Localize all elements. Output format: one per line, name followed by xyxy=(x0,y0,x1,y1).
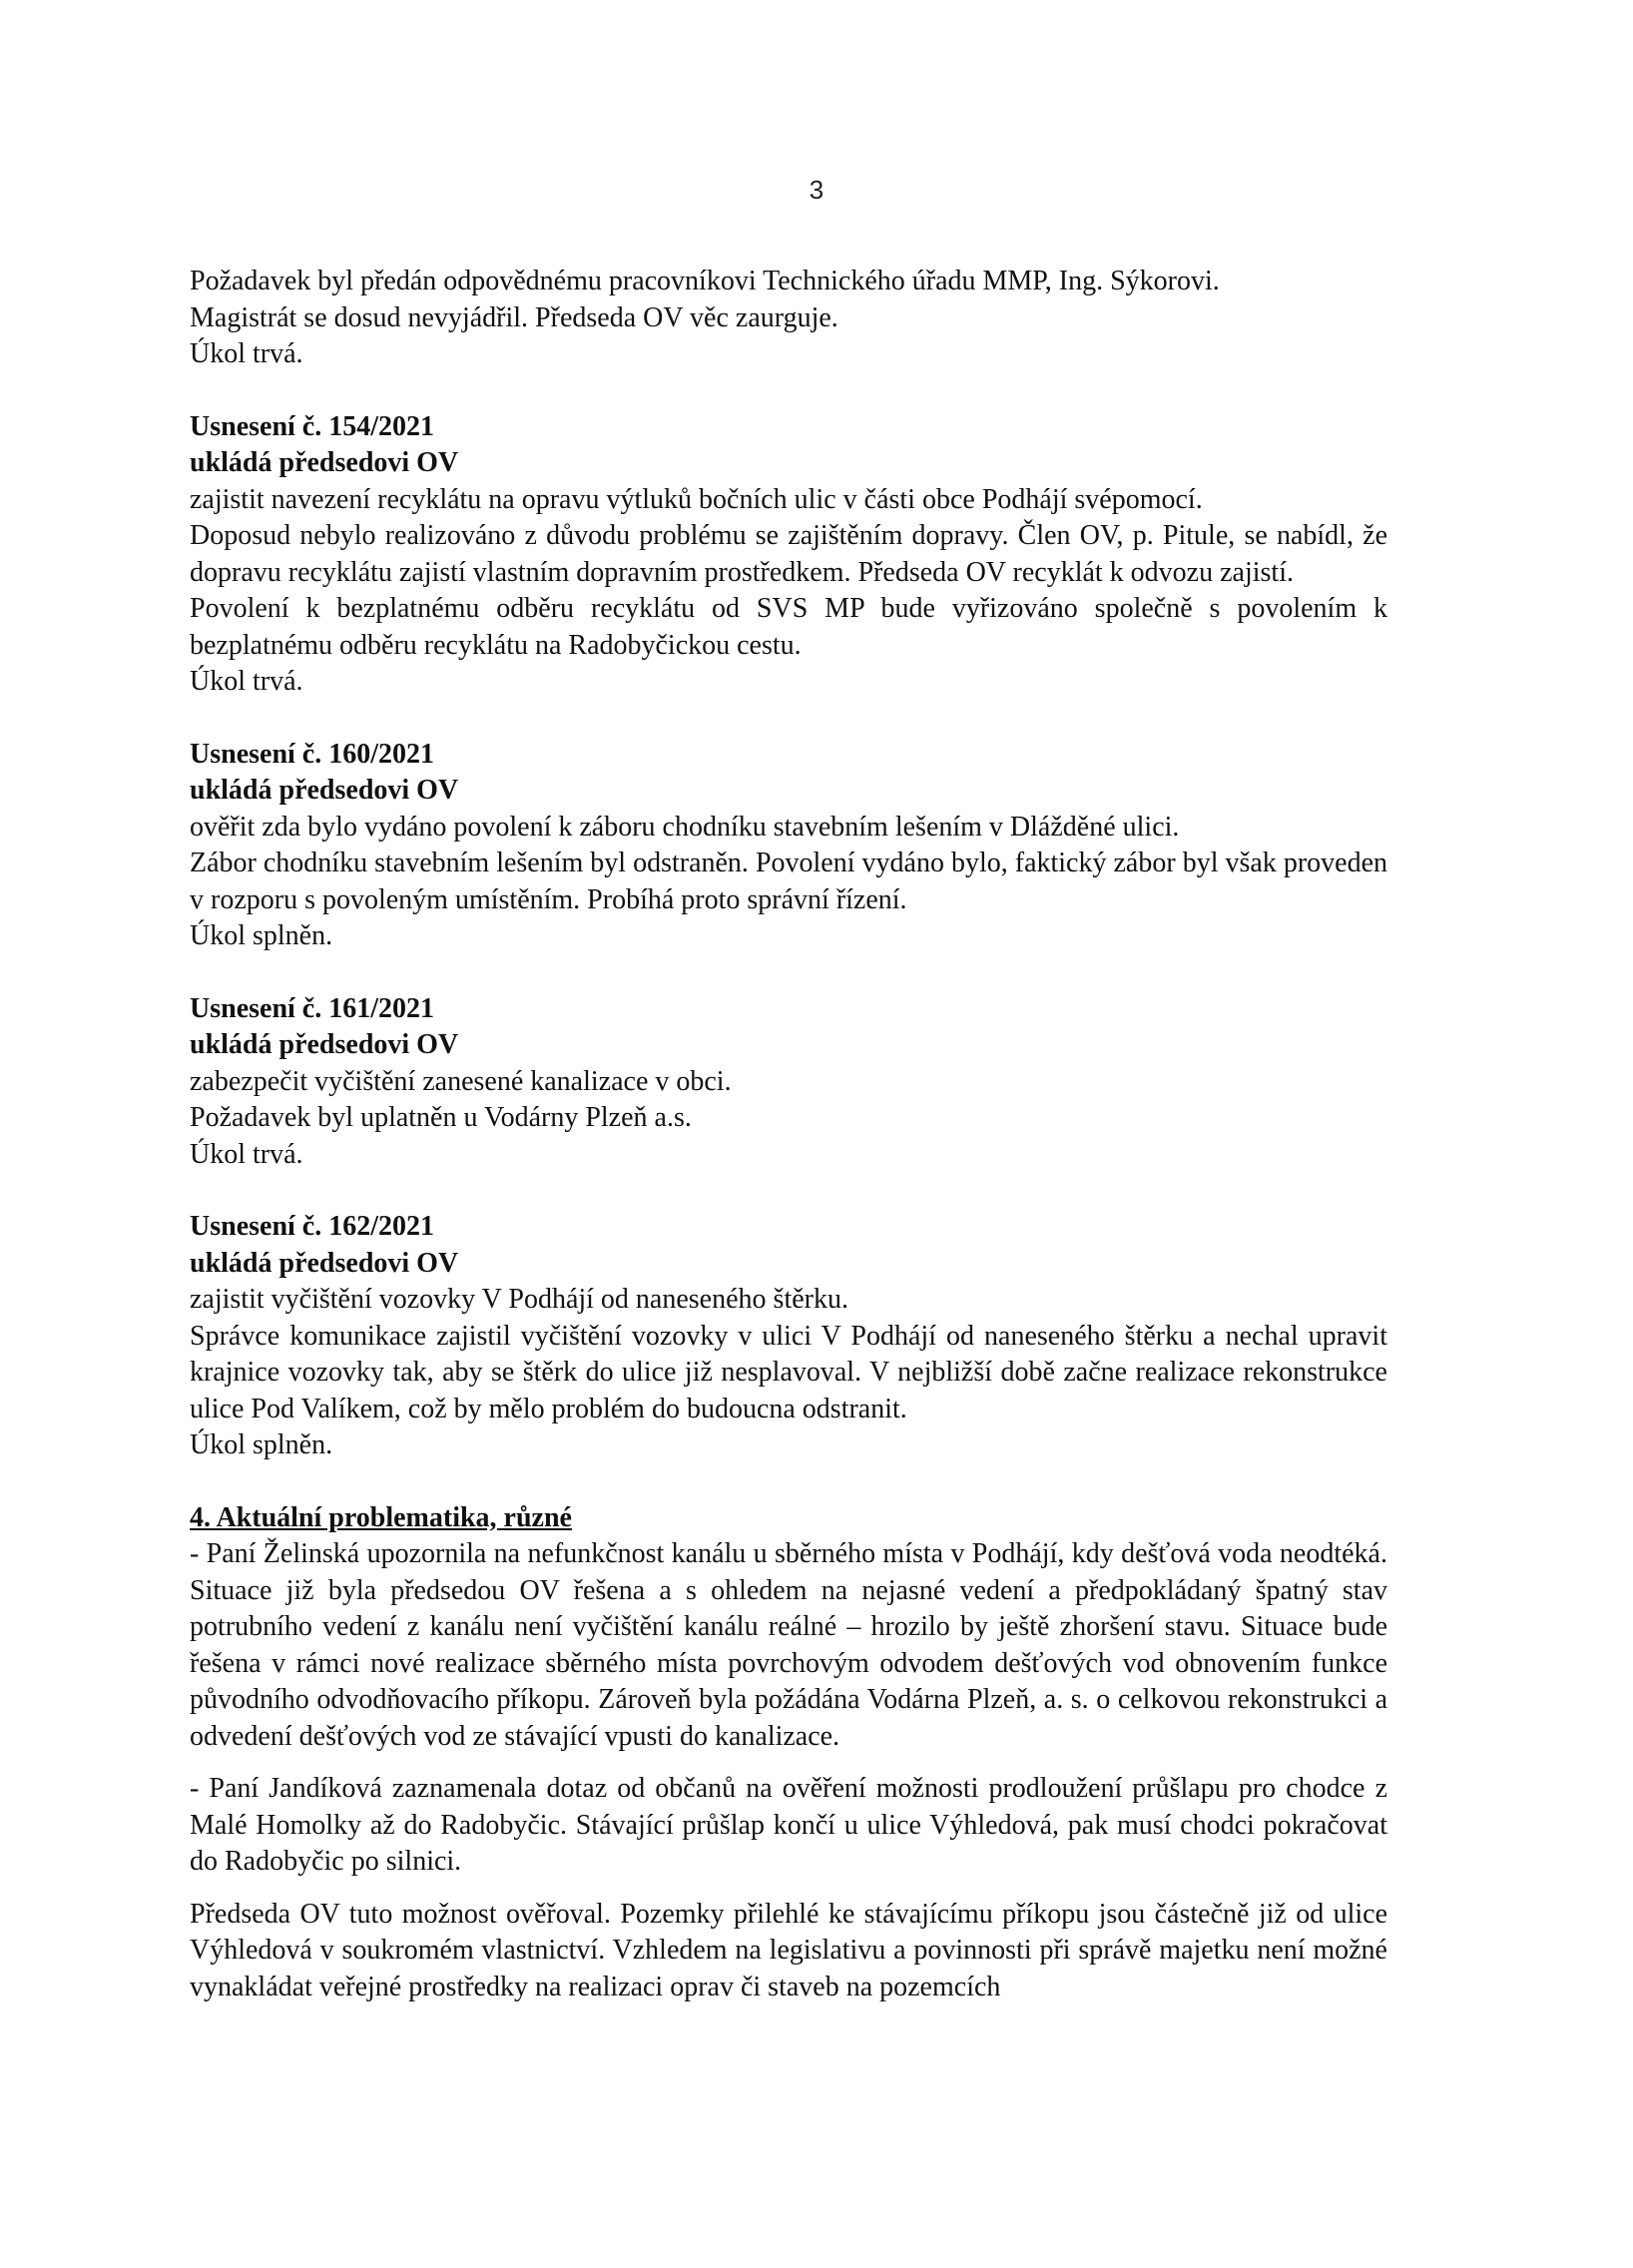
resolution-title: Usnesení č. 154/2021 xyxy=(190,410,434,442)
task-status: Úkol splněn. xyxy=(190,920,333,951)
intro-line: Magistrát se dosud nevyjádřil. Předseda OV věc zaurguje. xyxy=(190,301,838,333)
resolution-160 xyxy=(190,737,1387,955)
resolution-subtitle: ukládá předsedovi OV xyxy=(190,775,459,806)
resolution-task: zabezpečit vyčištění zanesené kanalizace v obci. xyxy=(190,1065,732,1097)
section-4 xyxy=(190,1500,1387,2006)
resolution-154 xyxy=(190,409,1387,701)
resolution-note: Správce komunikace zajistil vyčištění vozovky v ulici V Podhájí od naneseného štěrku a nechal upravit krajnice vozovky tak, aby se štěrk do ulice již nesplavoval. V nejbližší době začne realizace rekonstrukce ulice Pod Valíkem, což by mělo problém do budoucna odstranit. xyxy=(190,1320,1387,1424)
task-status: Úkol splněn. xyxy=(190,1429,333,1460)
resolution-task: ověřit zda bylo vydáno povolení k záboru chodníku stavebním lešením v Dlážděné ulici. xyxy=(190,811,1180,843)
resolution-161 xyxy=(190,991,1387,1174)
intro-block xyxy=(190,264,1387,373)
resolution-note: Povolení k bezplatnému odběru recyklátu od SVS MP bude vyřizováno společně s povolením k bezplatnému odběru recyklátu na Radobyčickou cestu. xyxy=(190,593,1387,661)
intro-line: Požadavek byl předán odpovědnému pracovníkovi Technického úřadu MMP, Ing. Sýkorovi. xyxy=(190,266,1220,296)
resolution-subtitle: ukládá předsedovi OV xyxy=(190,447,459,478)
section-paragraph: - Paní Želinská upozornila na nefunkčnost kanálu u sběrného místa v Podhájí, kdy dešťová voda neodtéká. Situace již byla předsedou OV řešena a s ohledem na nejasné vedení a předpokládaný špatný stav potrubního vedení z kanálu není vyčištění kanálu reálné – hrozilo by ještě zhoršení stavu. Situace bude řešena v rámci nové realizace sběrného místa povrchovým odvodem dešťových vod obnovením funkce původního odvodňovacího příkopu. Zároveň byla požádána Vodárna Plzeň, a. s. o celkovou rekonstrukci a odvedení dešťových vod ze stávající vpusti do kanalizace. xyxy=(190,1538,1387,1752)
resolution-162 xyxy=(190,1209,1387,1464)
task-status: Úkol trvá. xyxy=(190,666,303,697)
document-body xyxy=(190,264,1387,2021)
task-status: Úkol trvá. xyxy=(190,1138,303,1170)
resolution-task: zajistit vyčištění vozovky V Podhájí od naneseného štěrku. xyxy=(190,1284,848,1315)
section-paragraph: Předseda OV tuto možnost ověřoval. Pozemky přilehlé ke stávajícímu příkopu jsou částečně již od ulice Výhledová v soukromém vlastnictví. Vzhledem na legislativu a povinnosti při správě majetku není možné vynakládat veřejné prostředky na realizaci oprav či staveb na pozemcích xyxy=(190,1898,1387,2002)
resolution-title: Usnesení č. 162/2021 xyxy=(190,1211,434,1242)
resolution-subtitle: ukládá předsedovi OV xyxy=(190,1029,459,1060)
section-paragraph: - Paní Jandíková zaznamenala dotaz od občanů na ověření možnosti prodloužení průšlapu pro chodce z Malé Homolky až do Radobyčic. Stávající průšlap končí u ulice Výhledová, pak musí chodci pokračovat do Radobyčic po silnici. xyxy=(190,1773,1387,1877)
resolution-note: Doposud nebylo realizováno z důvodu problému se zajištěním dopravy. Člen OV, p. Pitule, se nabídl, že dopravu recyklátu zajistí vlastním dopravním prostředkem. Předseda OV recyklát k odvozu zajistí. xyxy=(190,520,1387,588)
page-number: 3 xyxy=(809,175,824,205)
resolution-title: Usnesení č. 160/2021 xyxy=(190,738,434,770)
resolution-task: zajistit navezení recyklátu na opravu výtluků bočních ulic v části obce Podhájí svépomocí. xyxy=(190,483,1203,515)
resolution-note: Požadavek byl uplatněn u Vodárny Plzeň a.s. xyxy=(190,1102,692,1133)
task-status: Úkol trvá. xyxy=(190,338,303,369)
resolution-title: Usnesení č. 161/2021 xyxy=(190,992,434,1024)
section-heading: 4. Aktuální problematika, různé xyxy=(190,1501,572,1533)
resolution-subtitle: ukládá předsedovi OV xyxy=(190,1247,459,1279)
resolution-note: Zábor chodníku stavebním lešením byl odstraněn. Povolení vydáno bylo, faktický zábor byl však proveden v rozporu s povoleným umístěním. Probíhá proto správní řízení. xyxy=(190,848,1387,915)
